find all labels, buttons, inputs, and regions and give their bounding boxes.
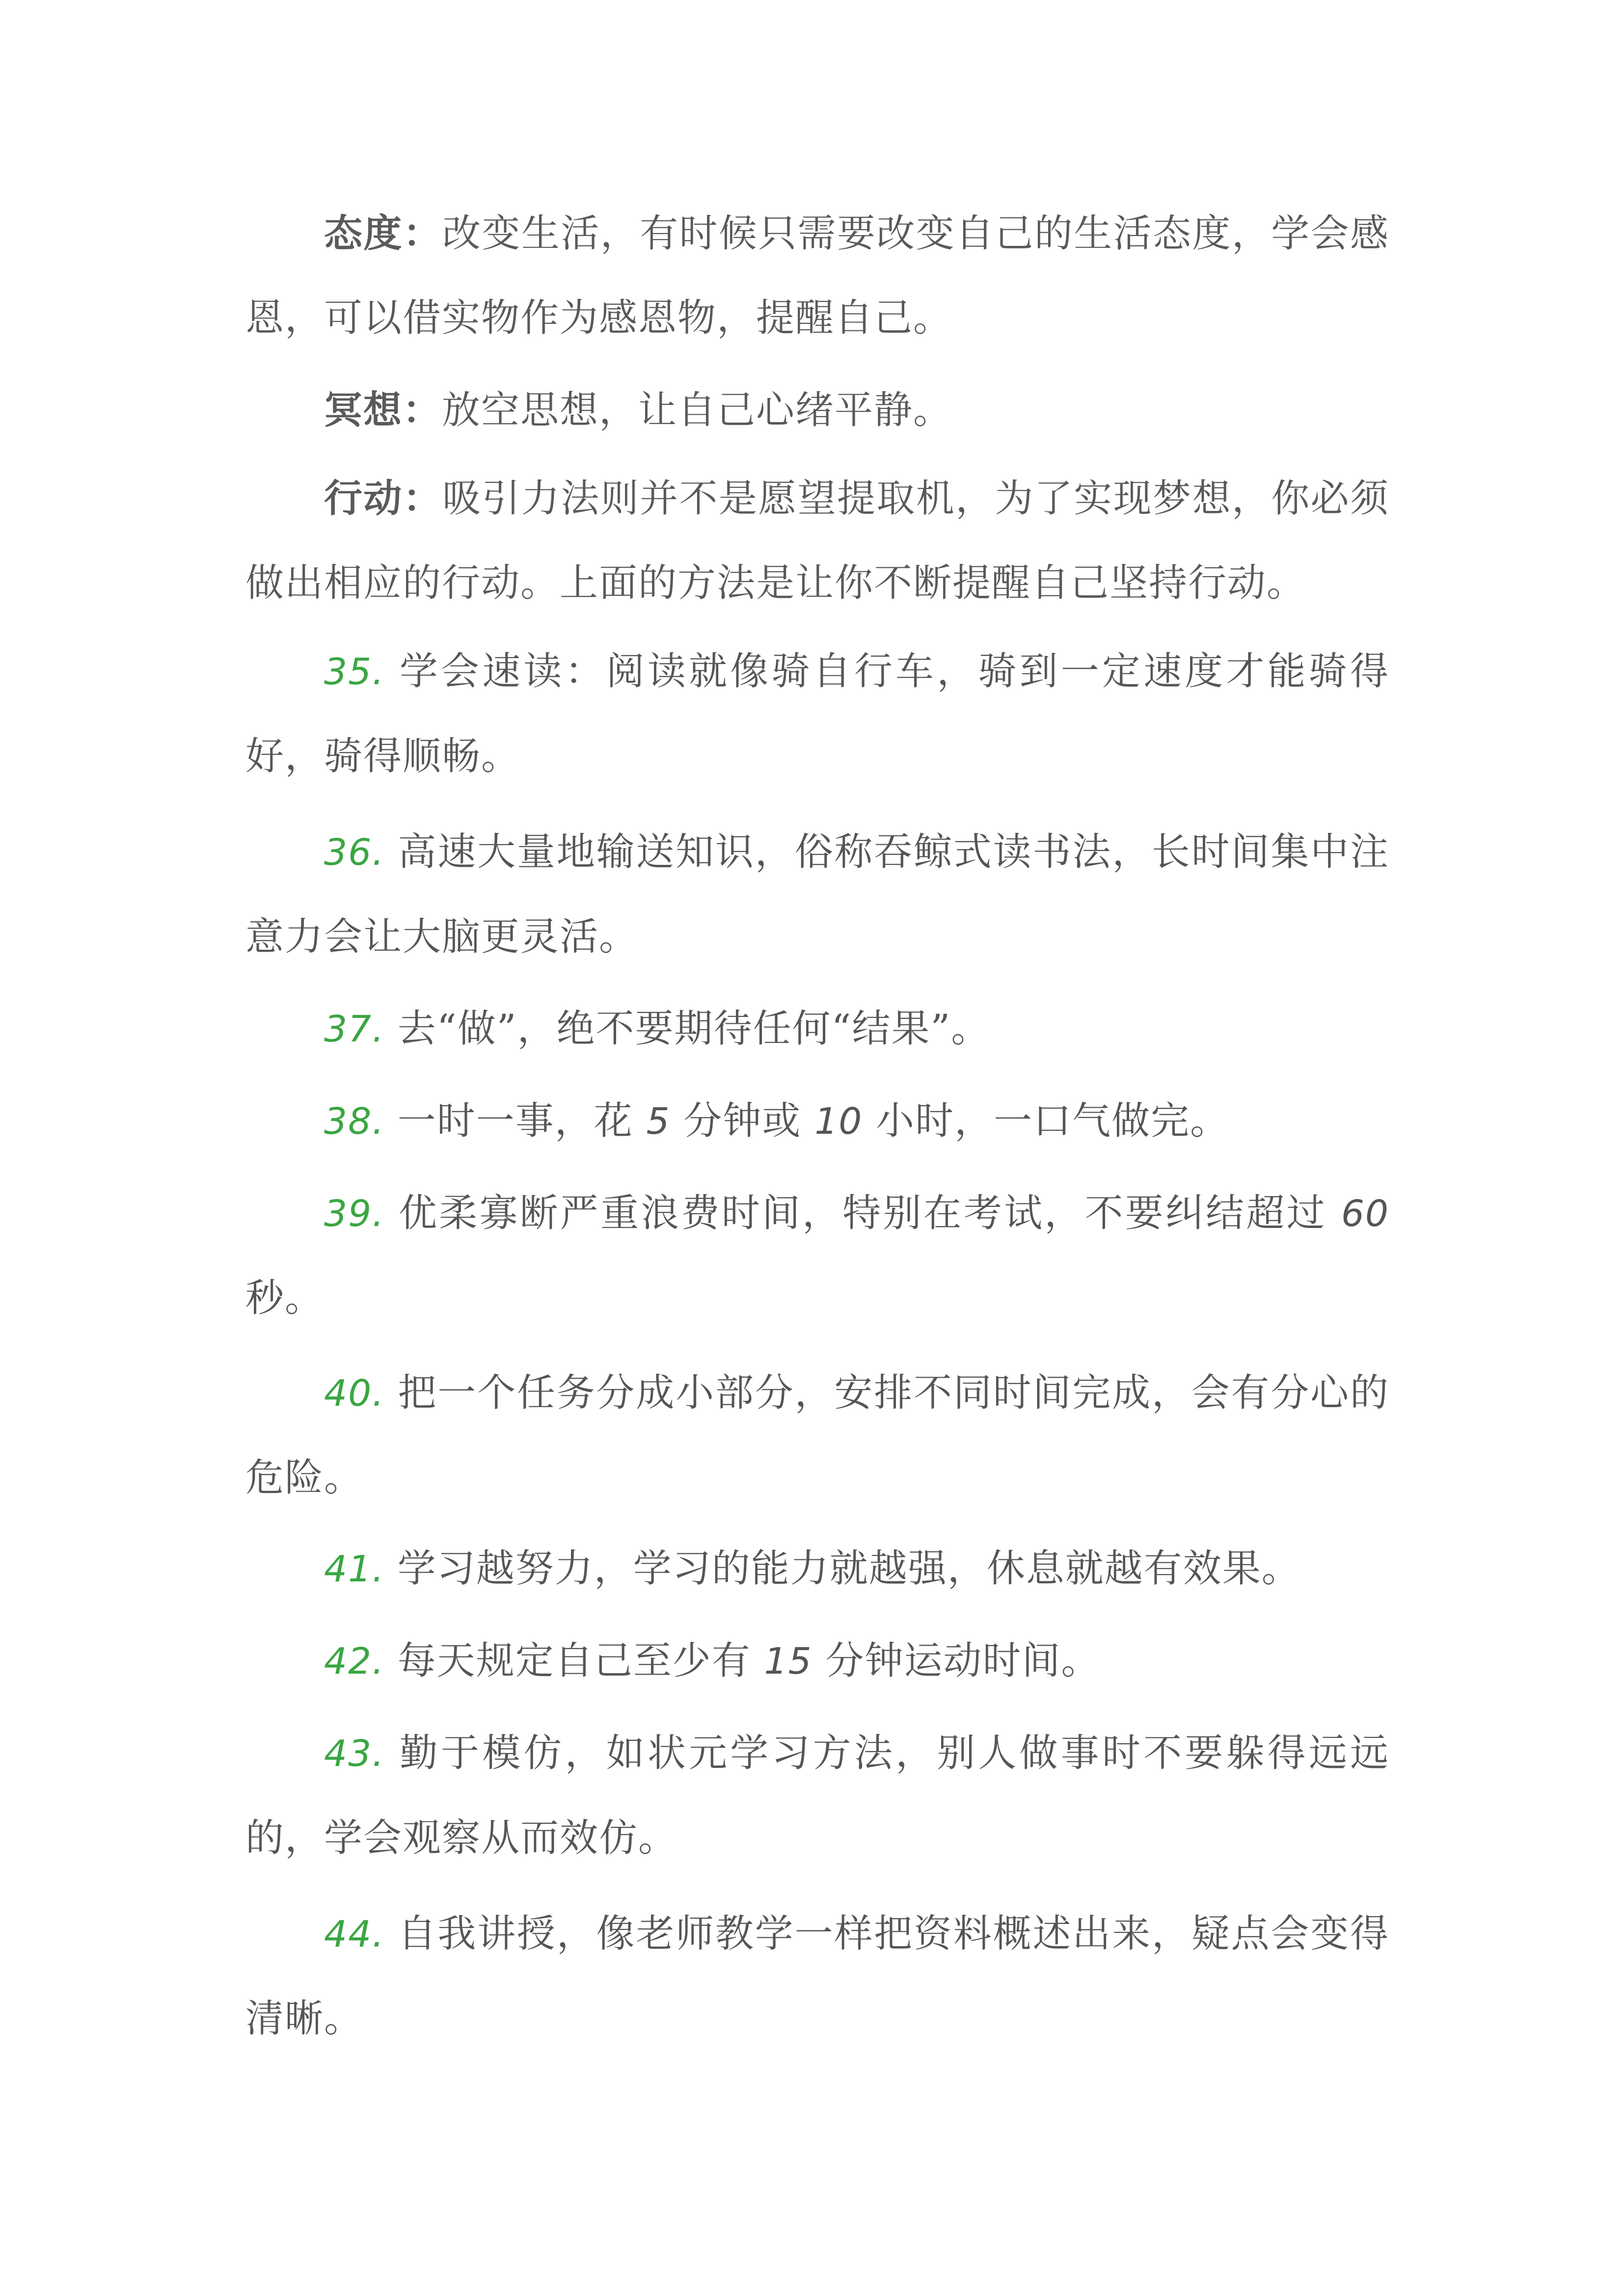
item-number: 37.: [324, 1008, 385, 1050]
item-figure-a: 60: [1341, 1193, 1389, 1235]
label-meditation: 冥想：: [324, 388, 442, 432]
paragraph-meditation: [245, 368, 1389, 453]
list-item-41: [245, 1526, 1389, 1611]
item-number: 42.: [324, 1640, 385, 1682]
list-item-43: [245, 1711, 1389, 1880]
item-text-c: 小时，一口气做完。: [876, 1099, 1230, 1143]
item-number: 40.: [324, 1372, 385, 1415]
item-number: 39.: [324, 1193, 385, 1235]
list-item-39: [245, 1171, 1389, 1340]
paragraph-attitude: [245, 191, 1389, 360]
item-text-b: 分钟或: [683, 1099, 802, 1143]
list-item-35: [245, 629, 1389, 799]
item-text-a: 一时一事，花: [397, 1099, 633, 1143]
item-text: 学习越努力，学习的能力就越强，休息就越有效果。: [397, 1547, 1301, 1591]
item-figure-a: 5: [646, 1100, 671, 1143]
item-text: 把一个任务分成小部分，安排不同时间完成，会有分心的危险。: [245, 1371, 1389, 1500]
item-text-b: 秒。: [245, 1276, 325, 1320]
item-text: 高速大量地输送知识，俗称吞鲸式读书法，长时间集中注意力会让大脑更灵活。: [245, 830, 1389, 959]
list-item-44: [245, 1892, 1389, 2061]
text-action: 吸引力法则并不是愿望提取机，为了实现梦想，你必须做出相应的行动。上面的方法是让你不断提醒自己坚持行动。: [245, 477, 1389, 605]
item-text-b: 分钟运动时间。: [825, 1639, 1101, 1683]
item-text: 学会速读：阅读就像骑自行车，骑到一定速度才能骑得好，骑得顺畅。: [245, 649, 1389, 778]
item-figure-a: 15: [764, 1640, 812, 1682]
label-action: 行动：: [324, 477, 443, 521]
item-text-a: 优柔寡断严重浪费时间，特别在考试，不要纠结超过: [397, 1191, 1327, 1235]
item-number: 35.: [324, 651, 385, 693]
item-figure-b: 10: [814, 1100, 863, 1143]
list-item-38: [245, 1079, 1389, 1164]
list-item-40: [245, 1351, 1389, 1520]
item-number: 38.: [324, 1100, 385, 1143]
text-attitude: 改变生活，有时候只需要改变自己的生活态度，学会感恩，可以借实物作为感恩物，提醒自己。: [245, 212, 1389, 340]
item-text-a: 每天规定自己至少有: [397, 1639, 751, 1683]
paragraph-action: [245, 456, 1389, 625]
item-number: 41.: [324, 1548, 385, 1590]
text-meditation: 放空思想，让自己心绪平静。: [442, 388, 953, 432]
item-number: 36.: [324, 831, 385, 874]
list-item-37: [245, 987, 1389, 1071]
item-text: 自我讲授，像老师教学一样把资料概述出来，疑点会变得清晰。: [245, 1912, 1389, 2041]
item-number: 43.: [324, 1733, 385, 1775]
item-text: 勤于模仿，如状元学习方法，别人做事时不要躲得远远的，学会观察从而效仿。: [245, 1731, 1389, 1860]
label-attitude: 态度：: [324, 212, 443, 256]
list-item-42: [245, 1619, 1389, 1704]
item-text: 去“做”，绝不要期待任何“结果”。: [397, 1007, 991, 1051]
item-number: 44.: [324, 1913, 385, 1955]
list-item-36: [245, 810, 1389, 979]
